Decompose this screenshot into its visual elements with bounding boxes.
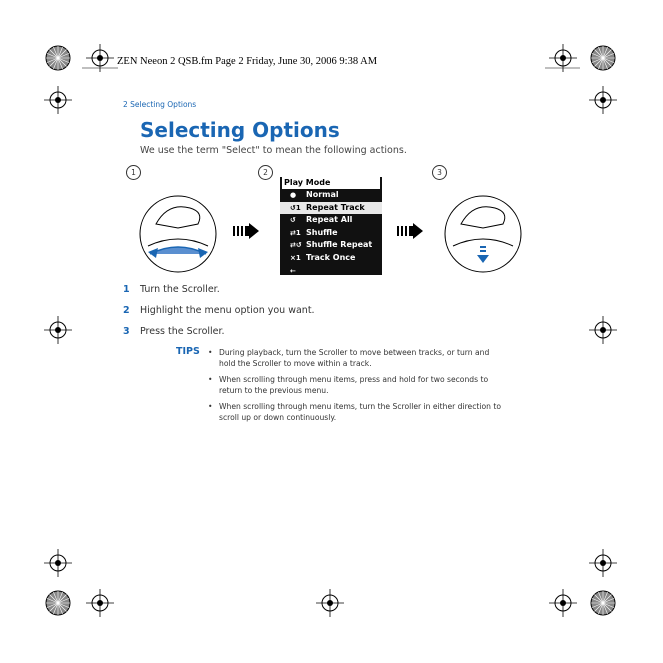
figure-label-2: 2 [258,165,273,180]
page-title: Selecting Options [140,118,340,142]
tip-item [206,401,506,423]
steps-list [123,284,315,347]
menu-item-icon: ● [290,191,297,199]
figure-label-3: 3 [432,165,447,180]
running-head: 2 Selecting Options [123,100,197,109]
menu-item-icon: ↺1 [290,203,301,212]
bullet-icon: • [208,402,213,411]
step-text: Press the Scroller. [140,326,225,337]
intro-text: We use the term "Select" to mean the following actions. [140,145,407,156]
tip-text: When scrolling through menu items, turn the Scroller in either direction to scroll up or down continuously. [219,402,501,422]
file-header-line: ZEN Neeon 2 QSB.fm Page 2 Friday, June 30, 2006 9:38 AM [117,56,378,67]
tip-text: When scrolling through menu items, press and hold for two seconds to return to the previous menu. [219,375,489,395]
screen-menu-item [280,239,382,252]
screen-menu-item [280,265,382,278]
step-number: 1 [123,284,130,295]
menu-item-icon: ⇄↺ [290,241,302,250]
bullet-icon: • [208,375,213,384]
menu-item-label: Normal [306,190,339,199]
screen-menu [280,189,382,277]
arrow-right-icon [397,223,423,239]
step-text: Turn the Scroller. [140,284,220,295]
tip-text: During playback, turn the Scroller to move between tracks, or turn and hold the Scroller to move within a track. [219,348,490,368]
menu-item-icon: ← [290,266,296,275]
menu-item-label: Track Once [306,252,356,262]
tip-item [206,347,506,369]
step-item [123,284,315,305]
step-text: Highlight the menu option you want. [140,305,315,316]
screen-menu-item [280,252,382,265]
menu-item-icon: ⇄1 [290,228,301,237]
step-number: 3 [123,326,130,337]
tip-item [206,374,506,396]
screen-menu-item [280,202,382,215]
play-mode-screen [280,177,382,275]
tips-list [206,347,506,428]
step-item [123,326,315,347]
bullet-icon: • [208,348,213,357]
screen-menu-item [280,227,382,240]
figure-label-1: 1 [126,165,141,180]
screen-title: Play Mode [282,177,380,189]
screen-menu-item [280,214,382,227]
step-item [123,305,315,326]
menu-item-label: Shuffle Repeat [306,240,373,250]
screen-menu-item [280,189,382,202]
turn-scroller-illustration [138,194,218,274]
menu-item-icon: ↺ [290,216,296,225]
step-number: 2 [123,305,130,316]
arrow-right-icon [233,223,259,239]
menu-item-label: Repeat All [306,215,353,225]
menu-item-label: Repeat Track [306,202,365,212]
tips-label: TIPS [176,346,200,357]
press-scroller-illustration [443,194,523,274]
menu-item-label: Shuffle [306,227,338,237]
menu-item-icon: ×1 [290,253,301,262]
